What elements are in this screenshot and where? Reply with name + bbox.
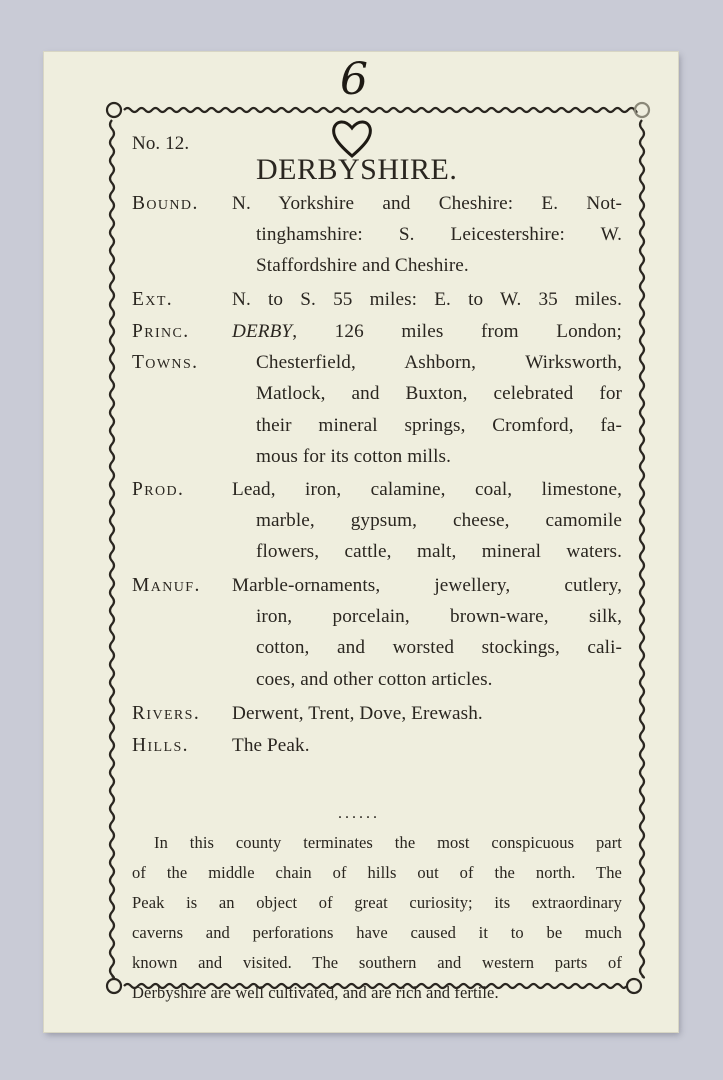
entry-hills [132, 730, 622, 761]
paragraph-line: Peak is an object of great curiosity; its extraordinary [132, 893, 622, 912]
entry-line: flowers, cattle, malt, mineral waters. [256, 541, 622, 563]
paragraph-line: of the middle chain of hills out of the north. The [132, 863, 622, 882]
entry-line: coes, and other cotton articles. [256, 668, 493, 690]
entry-line: DERBY, 126 miles from London; [232, 321, 622, 342]
entry-line: Chesterfield, Ashborn, Wirksworth, [256, 352, 622, 374]
entry-line: their mineral springs, Cromford, fa- [256, 414, 622, 436]
entry-line: Staffordshire and Cheshire. [256, 255, 469, 277]
entry-label: Prod. [132, 479, 185, 500]
entry-label: Hills. [132, 735, 189, 756]
card-number: 6 [340, 54, 368, 105]
entry-label: Bound. [132, 193, 199, 214]
paragraph-line: Derbyshire are well cultivated, and are rich and fertile. [132, 983, 499, 1002]
entry-rivers [132, 698, 622, 729]
entry-productions [132, 474, 622, 568]
entry-label: Manuf. [132, 575, 201, 596]
entry-line: tinghamshire: S. Leicestershire: W. [256, 224, 622, 246]
entry-bound [132, 188, 622, 282]
separator-dots: ...... [338, 805, 380, 822]
entry-line: Marble-ornaments, jewellery, cutlery, [232, 575, 622, 596]
entry-extent [132, 284, 622, 315]
entry-line: N. Yorkshire and Cheshire: E. Not- [232, 193, 622, 214]
paragraph-line: caverns and perforations have caused it to be much [132, 923, 622, 942]
entry-manufactures [132, 570, 622, 695]
entry-line: Matlock, and Buxton, celebrated for [256, 383, 622, 405]
entry-principal-towns [132, 316, 622, 472]
entry-line: iron, porcelain, brown-ware, silk, [256, 606, 622, 628]
entry-label: Towns. [132, 352, 199, 373]
paragraph-line: In this county terminates the most conspicuous part [154, 833, 622, 852]
description-paragraph [132, 828, 622, 1008]
entry-line: cotton, and worsted stockings, cali- [256, 637, 622, 659]
entry-line: marble, gypsum, cheese, camomile [256, 510, 622, 532]
entry-label: Ext. [132, 289, 174, 310]
entry-label: Princ. [132, 321, 190, 342]
entry-line: The Peak. [232, 735, 310, 756]
entry-line: N. to S. 55 miles: E. to W. 35 miles. [232, 289, 622, 310]
paragraph-line: known and visited. The southern and western parts of [132, 953, 622, 972]
county-title: DERBYSHIRE. [256, 153, 458, 186]
entry-line: Lead, iron, calamine, coal, limestone, [232, 479, 622, 500]
entry-line: mous for its cotton mills. [256, 445, 452, 467]
playing-card [44, 52, 678, 1032]
entry-label: Rivers. [132, 703, 201, 724]
entry-line: Derwent, Trent, Dove, Erewash. [232, 703, 483, 724]
card-index: No. 12. [132, 133, 190, 154]
